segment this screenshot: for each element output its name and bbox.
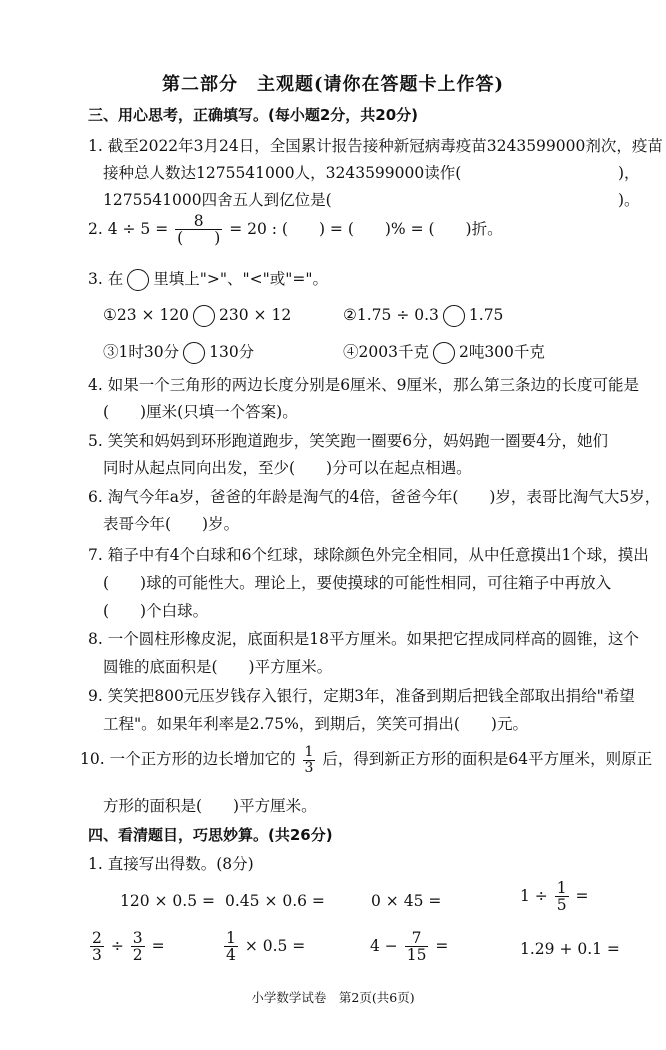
answer-circle [183,342,205,364]
q1-line3-end: )。 [618,191,640,209]
calc-1: 120 × 0.5 = [120,892,215,910]
calc-6-num: 1 [226,929,236,947]
page-title: 第二部分 主观题(请你在答题卡上作答) [161,74,505,95]
q3-prefix: 3. 在 [88,270,124,288]
q10-line2: 方形的面积是( )平方厘米。 [103,797,317,815]
answer-circle [433,342,455,364]
q7-line1: 7. 箱子中有4个白球和6个红球，球除颜色外完全相同，从中任意摸出1个球，摸出 [88,546,649,564]
q2-frac-den: ( ) [177,229,221,248]
q2-fraction [175,213,222,247]
q5-line1: 5. 笑笑和妈妈到环形跑道跑步，笑笑跑一圈要6分，妈妈跑一圈要4分，她们 [88,432,608,450]
q7-line2: ( )球的可能性大。理论上，要使摸球的可能性相同，可往箱子中再放入 [103,574,612,592]
section4-sub1: 1. 直接写出得数。(8分) [88,855,254,873]
q3-item-b [343,305,503,327]
section3-heading: 三、用心思考，正确填写。(每小题2分，共20分) [88,106,419,124]
calc-4-num: 1 [556,879,567,897]
calc-2: 0.45 × 0.6 = [225,892,325,910]
q2-line [88,213,503,247]
q3-a-left: ①23 × 120 [103,306,190,324]
q3-instructions: 里填上">"、"<"或"="。 [153,270,328,288]
q10-prefix: 10. 一个正方形的边长增加它的 [80,750,296,769]
q4-line2: ( )厘米(只填一个答案)。 [103,403,298,421]
calc-7-fraction [405,930,429,964]
section4-heading: 四、看清题目，巧思妙算。(共26分) [88,826,333,844]
calc-5-fraction-1 [90,930,104,964]
calc-6 [222,930,305,964]
calc-7 [370,930,448,964]
q9-line1: 9. 笑笑把800元压岁钱存入银行，定期3年，准备到期后把钱全部取出捐给"希望 [88,687,635,705]
q2-frac-num: 8 [193,212,204,230]
q10-suffix: 后，得到新正方形的面积是64平方厘米，则原正 [322,750,653,769]
calc-7-den: 15 [406,946,427,965]
calc-4-suffix: = [575,886,589,905]
q3-item-a [103,305,291,327]
calc-5-fraction-2 [131,930,145,964]
calc-5-num1: 2 [92,929,102,947]
calc-7-suffix: = [435,936,449,955]
calc-4-fraction [555,880,569,914]
q3-b-right: 1.75 [468,306,504,324]
calc-6-den: 4 [226,946,236,965]
q10-line1 [80,745,652,775]
q3-item-d [343,340,545,364]
calc-7-prefix: 4 − [370,936,398,955]
q3-a-right: 230 × 12 [219,306,292,324]
q3-line [88,267,328,291]
q1-line1: 1. 截至2022年3月24日，全国累计报告接种新冠病毒疫苗3243599000剂次，疫苗 [88,137,663,155]
q6-line2: 表哥今年( )岁。 [103,515,240,533]
q3-item-c [103,340,254,364]
calc-6-fraction [224,930,238,964]
q2-suffix: = 20 : ( ) = ( )% = ( )折。 [229,219,503,238]
answer-circle [443,305,465,327]
q7-line3: ( )个白球。 [103,602,209,620]
calc-5-den2: 2 [132,946,143,965]
q5-line2: 同时从起点同向出发，至少( )分可以在起点相遇。 [103,459,472,477]
calc-4 [520,880,589,914]
q10-frac-den: 3 [304,759,314,776]
q3-b-left: ②1.75 ÷ 0.3 [343,306,439,324]
q3-d-right: 2吨300千克 [458,343,545,361]
q8-line2: 圆锥的底面积是( )平方厘米。 [103,658,333,676]
q1-line2: 接种总人数达1275541000人，3243599000读作( [103,164,462,182]
calc-5-suffix: = [151,936,165,955]
calc-8: 1.29 + 0.1 = [520,940,620,958]
q10-frac-num: 1 [304,744,314,760]
calc-6-suffix: × 0.5 = [244,936,306,955]
q8-line1: 8. 一个圆柱形橡皮泥，底面积是18平方厘米。如果把它捏成同样高的圆锥，这个 [88,630,639,648]
page-footer: 小学数学试卷 第2页(共6页) [251,990,415,1005]
q6-line1: 6. 淘气今年a岁，爸爸的年龄是淘气的4倍，爸爸今年( )岁，表哥比淘气大5岁， [88,488,661,506]
calc-5-num2: 3 [132,929,143,947]
calc-5 [88,930,165,964]
calc-5-den1: 3 [92,946,102,965]
calc-7-num: 7 [411,929,422,947]
q3-c-right: 130分 [209,343,255,361]
q3-c-left: ③1时30分 [103,343,180,361]
q9-line2: 工程"。如果年利率是2.75%，到期后，笑笑可捐出( )元。 [103,715,528,733]
q3-d-left: ④2003千克 [343,343,429,361]
q1-line2-end: )， [618,164,640,182]
q2-prefix: 2. 4 ÷ 5 = [88,219,169,238]
calc-5-op: ÷ [110,936,124,955]
q10-fraction [303,745,316,775]
calc-4-prefix: 1 ÷ [520,886,548,905]
answer-circle [127,269,149,291]
calc-3: 0 × 45 = [371,892,442,910]
q4-line1: 4. 如果一个三角形的两边长度分别是6厘米、9厘米，那么第三条边的长度可能是 [88,376,639,394]
answer-circle [193,305,215,327]
calc-4-den: 5 [556,896,567,915]
q1-line3: 1275541000四舍五人到亿位是( [103,191,332,209]
